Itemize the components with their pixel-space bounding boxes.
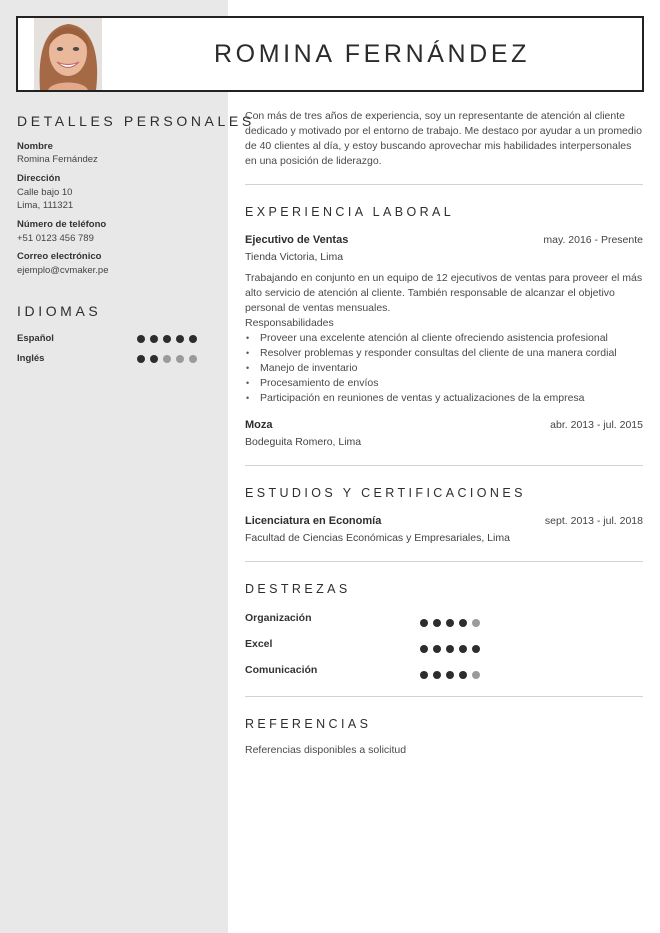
job-org: Tienda Victoria, Lima bbox=[245, 251, 344, 263]
skill-rating bbox=[420, 671, 480, 679]
responsibilities-label: Responsabilidades bbox=[245, 317, 334, 329]
profile-summary: Con más de tres años de experiencia, soy un representante de atención al cliente dedicado y motivado por el entorno de trabajo. Me destaco por ayudar a un promedio de 40 clientes al día, y estoy buscando aprovechar mis habilidades interpersonales en una posición de liderazgo. bbox=[245, 110, 642, 167]
skill-name: Organización bbox=[245, 612, 312, 624]
section-divider bbox=[245, 561, 643, 562]
rating-dot-filled bbox=[420, 671, 428, 679]
rating-dot-filled bbox=[150, 355, 158, 363]
rating-dot-filled bbox=[189, 335, 197, 343]
degree-dates: sept. 2013 - jul. 2018 bbox=[544, 515, 643, 527]
rating-dot-filled bbox=[163, 335, 171, 343]
rating-dot-empty bbox=[189, 355, 197, 363]
list-item: • Resolver problemas y responder consultas del cliente de una manera cordial bbox=[245, 346, 643, 361]
job-org: Bodeguita Romero, Lima bbox=[245, 436, 362, 448]
list-item: • Participación en reuniones de ventas y actualizaciones de la empresa bbox=[245, 391, 643, 406]
skill-rating bbox=[420, 619, 480, 627]
list-item: • Procesamiento de envíos bbox=[245, 376, 643, 391]
address-label: Dirección bbox=[17, 173, 61, 184]
header-box bbox=[16, 16, 644, 92]
rating-dot-filled bbox=[420, 619, 428, 627]
rating-dot-filled bbox=[472, 645, 480, 653]
rating-dot-filled bbox=[446, 671, 454, 679]
rating-dot-empty bbox=[472, 671, 480, 679]
section-divider bbox=[245, 465, 643, 466]
experience-title: EXPERIENCIA LABORAL bbox=[245, 205, 455, 219]
candidate-name: ROMINA FERNÁNDEZ bbox=[214, 39, 530, 68]
languages-title: IDIOMAS bbox=[17, 303, 102, 319]
skill-name: Excel bbox=[245, 638, 273, 650]
list-item: • Manejo de inventario bbox=[245, 361, 643, 376]
language-name-spanish: Español bbox=[17, 333, 54, 344]
skill-rating bbox=[420, 645, 480, 653]
language-rating-english bbox=[137, 355, 197, 363]
section-divider bbox=[245, 696, 643, 697]
personal-details-title: DETALLES PERSONALES bbox=[17, 113, 255, 129]
email-label: Correo electrónico bbox=[17, 251, 102, 262]
rating-dot-filled bbox=[433, 645, 441, 653]
name-value: Romina Fernández bbox=[17, 154, 98, 165]
email-value: ejemplo@cvmaker.pe bbox=[17, 265, 109, 276]
address-line-2: Lima, 111321 bbox=[17, 200, 74, 211]
phone-value: +51 0123 456 789 bbox=[17, 233, 94, 244]
portrait-image bbox=[34, 18, 102, 90]
rating-dot-filled bbox=[446, 619, 454, 627]
degree-title: Licenciatura en Economía bbox=[245, 515, 382, 527]
sidebar bbox=[0, 0, 228, 933]
degree-institution: Facultad de Ciencias Económicas y Empresariales, Lima bbox=[245, 532, 510, 544]
job-dates: abr. 2013 - jul. 2015 bbox=[550, 419, 643, 431]
rating-dot-filled bbox=[176, 335, 184, 343]
references-text: Referencias disponibles a solicitud bbox=[245, 744, 407, 756]
list-item: • Proveer una excelente atención al cliente ofreciendo asistencia profesional bbox=[245, 331, 643, 346]
skill-name: Comunicación bbox=[245, 664, 318, 676]
job-role: Moza bbox=[245, 419, 273, 431]
phone-label: Número de teléfono bbox=[17, 219, 107, 230]
rating-dot-filled bbox=[433, 619, 441, 627]
rating-dot-filled bbox=[420, 645, 428, 653]
rating-dot-filled bbox=[137, 335, 145, 343]
language-name-english: Inglés bbox=[17, 353, 45, 364]
rating-dot-filled bbox=[150, 335, 158, 343]
rating-dot-empty bbox=[472, 619, 480, 627]
rating-dot-filled bbox=[433, 671, 441, 679]
profile-photo bbox=[34, 18, 102, 90]
job-role: Ejecutivo de Ventas bbox=[245, 234, 349, 246]
rating-dot-filled bbox=[459, 619, 467, 627]
rating-dot-empty bbox=[163, 355, 171, 363]
rating-dot-filled bbox=[446, 645, 454, 653]
rating-dot-empty bbox=[176, 355, 184, 363]
rating-dot-filled bbox=[459, 645, 467, 653]
name-label: Nombre bbox=[17, 141, 53, 152]
education-title: ESTUDIOS Y CERTIFICACIONES bbox=[245, 486, 526, 500]
job-dates: may. 2016 - Presente bbox=[543, 234, 643, 246]
references-title: REFERENCIAS bbox=[245, 717, 372, 731]
section-divider bbox=[245, 184, 643, 185]
address-line-1: Calle bajo 10 bbox=[17, 187, 73, 198]
rating-dot-filled bbox=[459, 671, 467, 679]
responsibilities-list bbox=[245, 331, 643, 406]
job-description: Trabajando en conjunto en un equipo de 12 ejecutivos de ventas para proveer el más alto servicio de atención al cliente. También responsable de alcanzar el objetivo personal de ventas mensuales. bbox=[245, 272, 643, 314]
language-rating-spanish bbox=[137, 335, 197, 343]
rating-dot-filled bbox=[137, 355, 145, 363]
skills-title: DESTREZAS bbox=[245, 582, 351, 596]
